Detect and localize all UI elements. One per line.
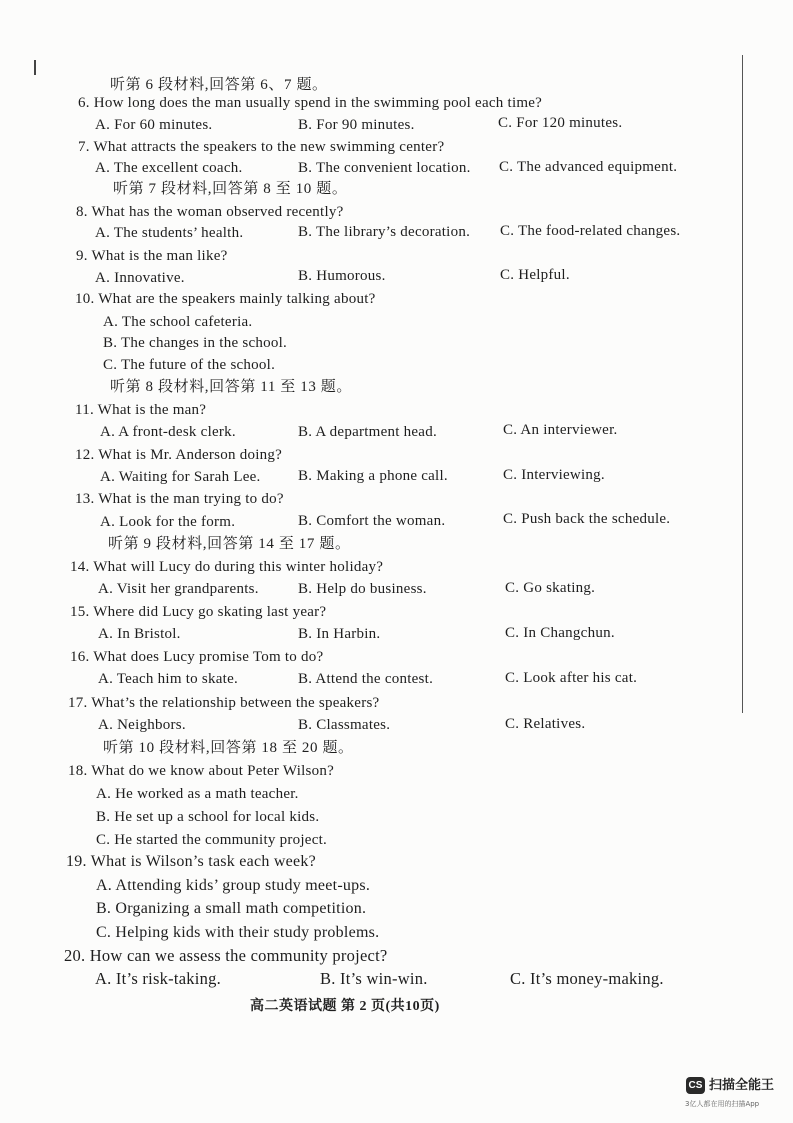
question-8-option-c: C. The food-related changes. [500, 223, 681, 239]
page-footer: 高二英语试题 第 2 页(共10页) [250, 999, 440, 1014]
question-19-stem: 19. What is Wilson’s task each week? [66, 853, 316, 870]
question-19-option-c: C. Helping kids with their study problems. [96, 924, 380, 941]
camscanner-logo-icon: CS [686, 1077, 705, 1094]
question-16-option-b: B. Attend the contest. [298, 671, 434, 687]
question-9-option-c: C. Helpful. [500, 267, 570, 283]
question-14-option-b: B. Help do business. [298, 581, 427, 597]
question-14-option-a: A. Visit her grandparents. [98, 581, 259, 597]
question-18-stem: 18. What do we know about Peter Wilson? [68, 763, 335, 779]
watermark-app-name: 扫描全能王 [709, 1078, 775, 1093]
question-20-option-c: C. It’s money-making. [510, 969, 664, 988]
question-17-stem: 17. What’s the relationship between the speakers? [68, 695, 380, 711]
question-6-option-b: B. For 90 minutes. [298, 117, 415, 133]
question-8-option-a: A. The students’ health. [95, 225, 244, 241]
question-10-option-a: A. The school cafeteria. [103, 314, 253, 330]
question-12-option-b: B. Making a phone call. [298, 468, 448, 484]
question-19-option-a: A. Attending kids’ group study meet-ups. [96, 877, 371, 894]
question-13-stem: 13. What is the man trying to do? [75, 491, 284, 507]
watermark-tagline: 3亿人都在用的扫描App [685, 1100, 760, 1108]
question-11-option-c: C. An interviewer. [503, 422, 618, 438]
question-16-option-a: A. Teach him to skate. [98, 671, 238, 687]
question-10-option-c: C. The future of the school. [103, 357, 276, 373]
section-heading-7: 听第 7 段材料,回答第 8 至 10 题。 [113, 181, 348, 197]
question-10-option-b: B. The changes in the school. [103, 335, 288, 351]
question-10-stem: 10. What are the speakers mainly talking about? [75, 291, 376, 307]
question-11-option-b: B. A department head. [298, 424, 437, 440]
question-17-option-b: B. Classmates. [298, 717, 391, 733]
question-17-option-a: A. Neighbors. [98, 717, 186, 733]
question-18-option-c: C. He started the community project. [96, 832, 328, 848]
question-15-option-a: A. In Bristol. [98, 626, 181, 642]
question-9-stem: 9. What is the man like? [76, 248, 228, 264]
question-15-option-b: B. In Harbin. [298, 626, 381, 642]
question-20-stem: 20. How can we assess the community project? [64, 946, 388, 965]
question-6-stem: 6. How long does the man usually spend in the swimming pool each time? [78, 95, 543, 111]
question-6-option-a: A. For 60 minutes. [95, 117, 213, 133]
question-7-stem: 7. What attracts the speakers to the new swimming center? [78, 139, 445, 155]
question-8-option-b: B. The library’s decoration. [298, 224, 471, 240]
question-16-option-c: C. Look after his cat. [505, 670, 638, 686]
question-20-option-a: A. It’s risk-taking. [95, 969, 221, 988]
question-13-option-b: B. Comfort the woman. [298, 513, 446, 529]
question-12-option-c: C. Interviewing. [503, 467, 605, 483]
question-13-option-c: C. Push back the schedule. [503, 511, 671, 527]
scan-margin-mark [34, 60, 36, 75]
question-12-stem: 12. What is Mr. Anderson doing? [75, 447, 283, 463]
question-7-option-c: C. The advanced equipment. [499, 159, 678, 175]
question-18-option-b: B. He set up a school for local kids. [96, 809, 320, 825]
question-16-stem: 16. What does Lucy promise Tom to do? [70, 649, 324, 665]
question-13-option-a: A. Look for the form. [100, 514, 236, 530]
section-heading-10: 听第 10 段材料,回答第 18 至 20 题。 [103, 740, 354, 756]
section-heading-6: 听第 6 段材料,回答第 6、7 题。 [110, 77, 328, 93]
question-12-option-a: A. Waiting for Sarah Lee. [100, 469, 261, 485]
question-14-option-c: C. Go skating. [505, 580, 596, 596]
question-15-stem: 15. Where did Lucy go skating last year? [70, 604, 327, 620]
question-19-option-b: B. Organizing a small math competition. [96, 900, 367, 917]
question-15-option-c: C. In Changchun. [505, 625, 615, 641]
question-11-stem: 11. What is the man? [75, 402, 207, 418]
question-6-option-c: C. For 120 minutes. [498, 115, 623, 131]
section-heading-8: 听第 8 段材料,回答第 11 至 13 题。 [110, 379, 352, 395]
section-heading-9: 听第 9 段材料,回答第 14 至 17 题。 [108, 536, 351, 552]
question-7-option-b: B. The convenient location. [298, 160, 471, 176]
question-14-stem: 14. What will Lucy do during this winter holiday? [70, 559, 384, 575]
question-20-option-b: B. It’s win-win. [320, 969, 428, 988]
question-7-option-a: A. The excellent coach. [95, 160, 243, 176]
question-11-option-a: A. A front-desk clerk. [100, 424, 236, 440]
question-17-option-c: C. Relatives. [505, 716, 586, 732]
question-9-option-a: A. Innovative. [95, 270, 185, 286]
question-18-option-a: A. He worked as a math teacher. [96, 786, 299, 802]
column-divider-line [742, 55, 743, 713]
question-9-option-b: B. Humorous. [298, 268, 386, 284]
question-8-stem: 8. What has the woman observed recently? [76, 204, 344, 220]
